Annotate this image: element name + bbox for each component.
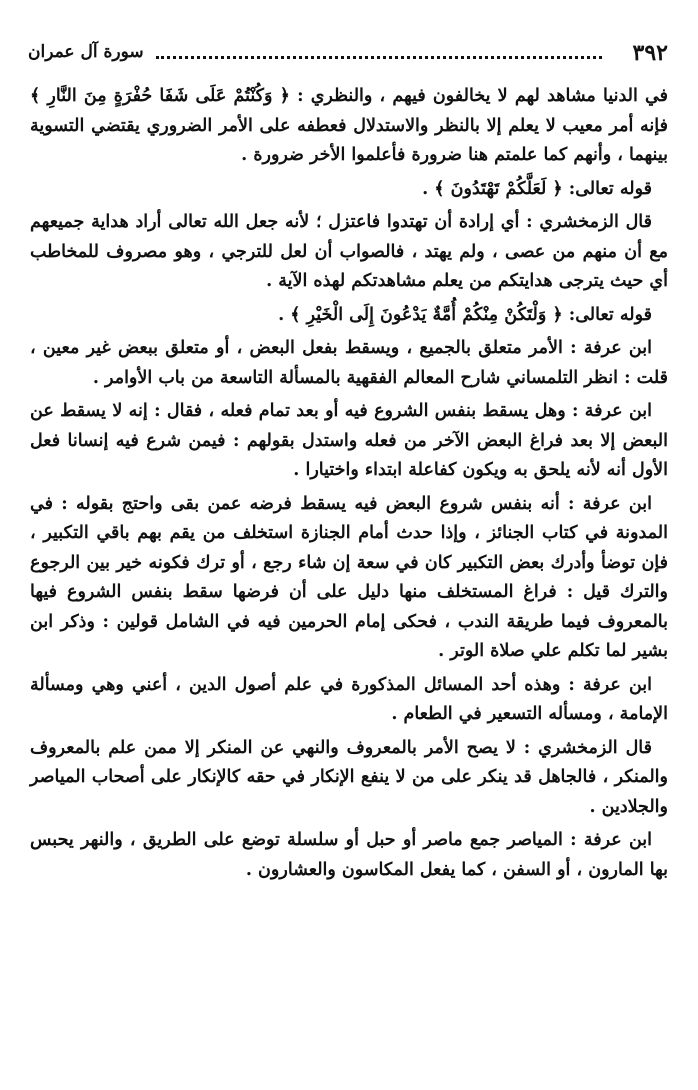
page-header xyxy=(28,38,668,72)
paragraph: قال الزمخشري : لا يصح الأمر بالمعروف والنهي عن المنكر إلا ممن علم بالمعروف والمنكر ، فالجاهل قد ينكر على من لا ينفع الإنكار في حقه كالإنكار على أصحاب المياصر والجلادين . xyxy=(30,737,668,817)
page-number: ٣٩٢ xyxy=(632,40,668,66)
paragraph: ابن عرفة : وهل يسقط بنفس الشروع فيه أو بعد تمام فعله ، فقال : إنه لا يسقط عن البعض إلا بعد فراغ البعض الآخر من فعله واستدل بقولهم : فيمن شرع فيه إنسانا فعل الأول أنه لأنه يلحق به ويكون كفاعلة ابتداء واختيارا . xyxy=(30,401,668,480)
paragraph: في الدنيا مشاهد لهم لا يخالفون فيهم ، والنظري : ﴿ وَكُنْتُمْ عَلَى شَفَا حُفْرَةٍ مِنَ النَّارِ ﴾ فإنه أمر معيب لا يعلم إلا بالنظر والاستدلال فعطفه على الأمر الضروري يقتضي التسوية بينهما ، وأنهم كما علمتم هنا ضرورة فأعلموا الأخر ضرورة . xyxy=(30,86,668,165)
page-body xyxy=(30,82,668,889)
paragraph: ابن عرفة : المياصر جمع ماصر أو حبل أو سلسلة توضع على الطريق ، والنهر يحبس بها المارون ، أو السفن ، كما يفعل المكاسون والعشارون . xyxy=(30,830,668,880)
paragraph: ابن عرفة : وهذه أحد المسائل المذكورة في علم أصول الدين ، أعني وهي ومسألة الإمامة ، ومسأله التسعير في الطعام . xyxy=(30,674,668,724)
paragraph: قوله تعالى: ﴿ لَعَلَّكُمْ تَهْتَدُونَ ﴾ . xyxy=(422,178,652,199)
paragraph: ابن عرفة : الأمر متعلق بالجميع ، ويسقط بفعل البعض ، أو متعلق ببعض غير معين ، قلت : انظر التلمساني شارح المعالم الفقهية بالمسألة التاسعة من باب الأوامر . xyxy=(30,338,668,388)
paragraph: ابن عرفة : أنه بنفس شروع البعض فيه يسقط فرضه عمن بقى واحتج بقوله : في المدونة في كتاب الجنائز ، وإذا حدث أمام الجنازة استخلف من يقم بهم باقي التكبير ، فإن توضأ وأدرك بعض التكبير كان في سعة إن شاء رجع ، أو ترك فكونه خير بين الرجوع والترك قيل : فراغ المستخلف منها دليل على أن فرضها سقط بنفس الشروع فيها بالمعروف فيما طريقة الندب ، فحكى إمام الحرمين فيه في الشامل قولين : وذكر ابن بشير لما تكلم علي صلاة الوتر . xyxy=(30,493,668,661)
paragraph: قال الزمخشري : أي إرادة أن تهتدوا فاعتزل ؛ لأنه جعل الله تعالى أراد هداية جميعهم مع أن منهم من عصى ، ولم يهتد ، فالصواب أن لعل للترجي ، وهو مصروف للمخاطب أي حيث يترجى هدايتكم من يعلم مشاهدتكم لهذه الآية . xyxy=(30,212,668,291)
chapter-title: سورة آل عمران xyxy=(28,42,144,62)
paragraph: قوله تعالى: ﴿ وَلْتَكُنْ مِنْكُمْ أُمَّةٌ يَدْعُونَ إِلَى الْخَيْرِ ﴾ . xyxy=(278,304,652,325)
header-dotted-rule xyxy=(156,56,602,59)
